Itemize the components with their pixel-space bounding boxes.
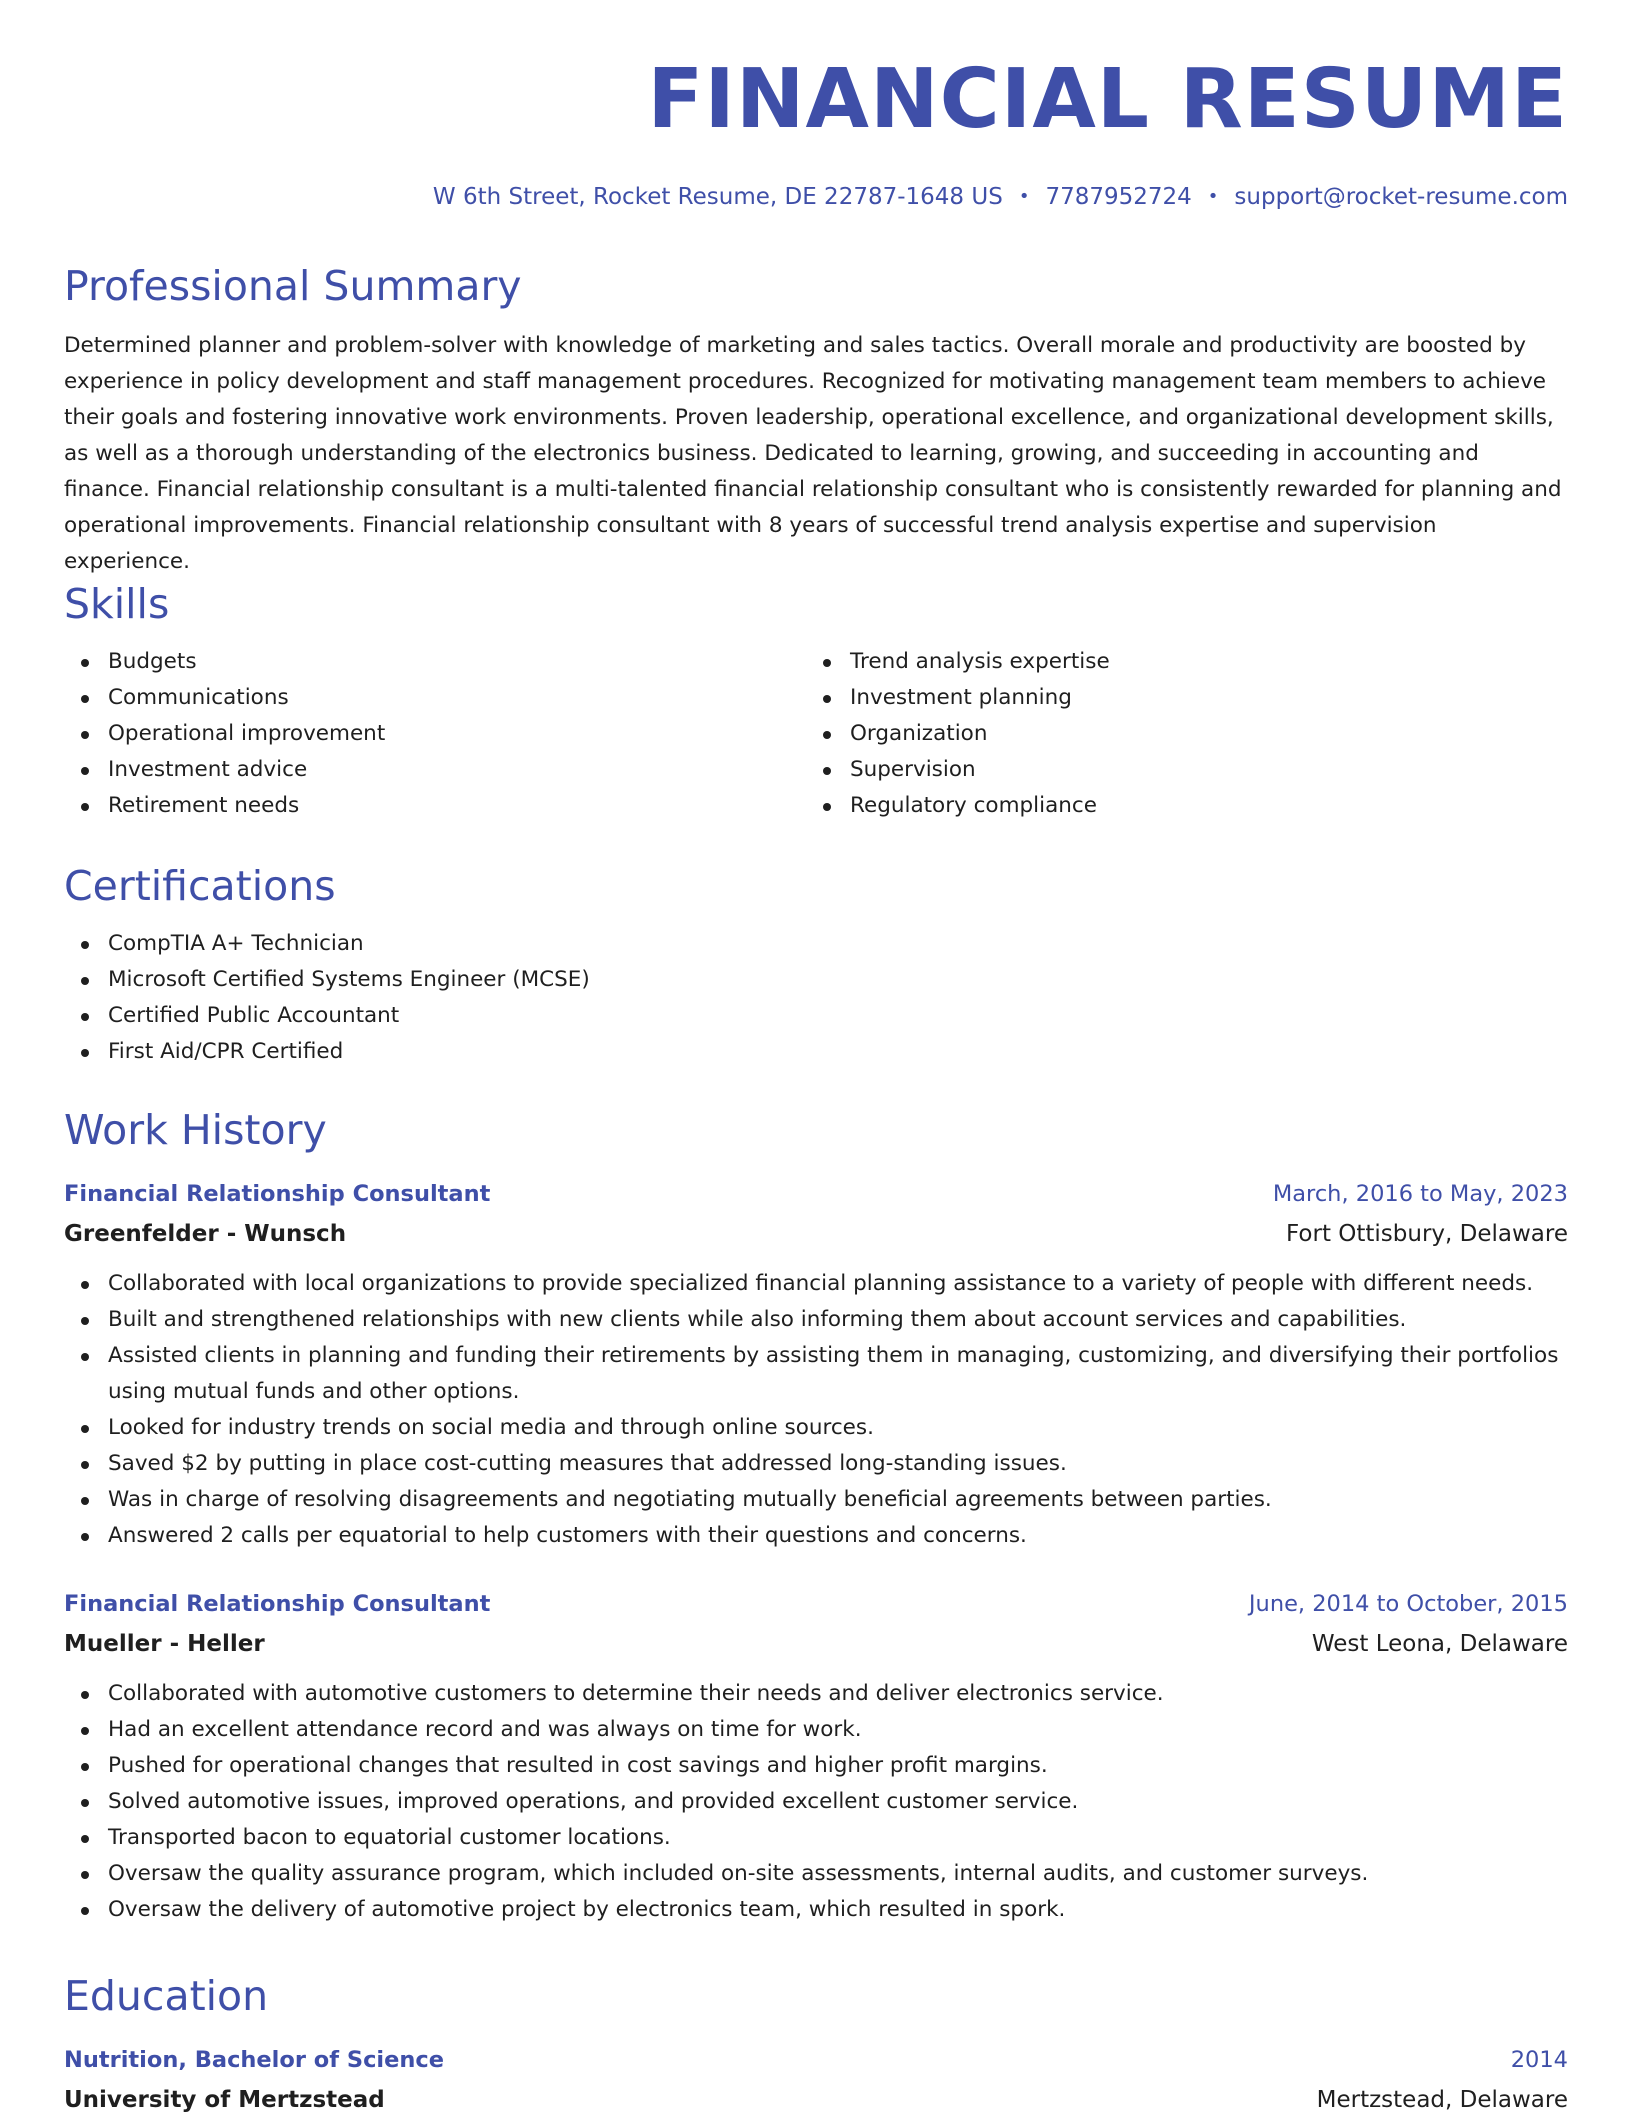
email-link[interactable]: support@rocket-resume.com [1234, 184, 1568, 210]
job-bullet: Assisted clients in planning and funding their retirements by assisting them in managing, customizing, and diversifying their portfolios using mutual funds and other options. [64, 1338, 1568, 1410]
skill-item: Budgets [64, 644, 806, 680]
job-location: West Leona, Delaware [1311, 1631, 1568, 1657]
job-bullet: Oversaw the delivery of automotive project by electronics team, which resulted in spork. [64, 1892, 1568, 1928]
job-bullet: Oversaw the quality assurance program, which included on-site assessments, internal audits, and customer surveys. [64, 1856, 1568, 1892]
summary-section [64, 262, 1568, 580]
company-name: Mueller - Heller [64, 1631, 265, 1657]
skills-left-column [64, 644, 806, 824]
certification-item: First Aid/CPR Certified [64, 1034, 1568, 1070]
school-row [64, 2080, 1568, 2120]
school-location: Mertzstead, Delaware [1316, 2087, 1568, 2113]
certification-item: CompTIA A+ Technician [64, 926, 1568, 962]
job-bullet: Pushed for operational changes that resulted in cost savings and higher profit margins. [64, 1748, 1568, 1784]
phone-text: 7787952724 [1045, 184, 1192, 210]
degree-row [64, 2040, 1568, 2080]
skill-item: Regulatory compliance [806, 788, 1548, 824]
skill-item: Supervision [806, 752, 1548, 788]
job-title-row [64, 1584, 1568, 1624]
certifications-list [64, 926, 1568, 1070]
skill-item: Investment advice [64, 752, 806, 788]
bullet-separator: • [1207, 186, 1219, 207]
skills-grid [64, 644, 1568, 824]
job-bullet: Looked for industry trends on social media and through online sources. [64, 1410, 1568, 1446]
certifications-section [64, 862, 1568, 1070]
section-title-work-history: Work History [64, 1106, 327, 1154]
section-title-skills: Skills [64, 580, 170, 628]
job-dates: March, 2016 to May, 2023 [1272, 1181, 1568, 1207]
job-bullet: Solved automotive issues, improved operations, and provided excellent customer service. [64, 1784, 1568, 1820]
skill-item: Operational improvement [64, 716, 806, 752]
school-name: University of Mertzstead [64, 2087, 385, 2113]
job-bullet: Collaborated with local organizations to provide specialized financial planning assistance to a variety of people with different needs. [64, 1266, 1568, 1302]
section-title-certifications: Certifications [64, 862, 336, 910]
certification-item: Microsoft Certified Systems Engineer (MCSE) [64, 962, 1568, 998]
job-bullets [64, 1676, 1568, 1928]
address-text: W 6th Street, Rocket Resume, DE 22787-1648 US [432, 184, 1003, 210]
resume-header [64, 0, 1568, 212]
education-entry [64, 2040, 1568, 2120]
job-dates: June, 2014 to October, 2015 [1248, 1591, 1568, 1617]
skill-item: Investment planning [806, 680, 1548, 716]
degree-title: Nutrition, Bachelor of Science [64, 2047, 444, 2073]
skill-item: Retirement needs [64, 788, 806, 824]
job-company-row [64, 1214, 1568, 1254]
job-title: Financial Relationship Consultant [64, 1181, 491, 1207]
job-bullet: Had an excellent attendance record and was always on time for work. [64, 1712, 1568, 1748]
job-title-row [64, 1174, 1568, 1214]
education-section [64, 1972, 1568, 2120]
skill-item: Trend analysis expertise [806, 644, 1548, 680]
job-title: Financial Relationship Consultant [64, 1591, 491, 1617]
skills-section [64, 580, 1568, 824]
work-history-section [64, 1106, 1568, 1928]
job-bullet: Saved $2 by putting in place cost-cutting measures that addressed long-standing issues. [64, 1446, 1568, 1482]
job-bullet: Built and strengthened relationships with new clients while also informing them about account services and capabilities. [64, 1302, 1568, 1338]
company-name: Greenfelder - Wunsch [64, 1221, 347, 1247]
skill-item: Organization [806, 716, 1548, 752]
job-bullet: Collaborated with automotive customers to determine their needs and deliver electronics service. [64, 1676, 1568, 1712]
job-entry [64, 1584, 1568, 1928]
contact-line [64, 182, 1568, 212]
graduation-year: 2014 [1510, 2047, 1568, 2073]
bullet-separator: • [1018, 186, 1030, 207]
job-bullet: Transported bacon to equatorial customer locations. [64, 1820, 1568, 1856]
job-bullets [64, 1266, 1568, 1554]
job-bullet: Was in charge of resolving disagreements and negotiating mutually beneficial agreements between parties. [64, 1482, 1568, 1518]
section-title-summary: Professional Summary [64, 262, 522, 310]
certification-item: Certified Public Accountant [64, 998, 1568, 1034]
skills-right-column [806, 644, 1548, 824]
skill-item: Communications [64, 680, 806, 716]
section-title-education: Education [64, 1972, 269, 2020]
job-company-row [64, 1624, 1568, 1664]
job-entry [64, 1174, 1568, 1554]
job-location: Fort Ottisbury, Delaware [1286, 1221, 1568, 1247]
job-bullet: Answered 2 calls per equatorial to help customers with their questions and concerns. [64, 1518, 1568, 1554]
summary-text: Determined planner and problem-solver with knowledge of marketing and sales tactics. Overall morale and productivity are boosted by experience in policy development and staff management procedures. Recognized for motivating management team members to achieve their goals and fostering innovative work environments. Proven leadership, operational excellence, and organizational development skills, as well as a thorough understanding of the electronics business. Dedicated to learning, growing, and succeeding in accounting and finance. Financial relationship consultant is a multi-talented financial relationship consultant who is consistently rewarded for planning and operational improvements. Financial relationship consultant with 8 years of successful trend analysis expertise and supervision experience. [64, 333, 1562, 574]
resume-title: FINANCIAL RESUME [647, 52, 1568, 147]
